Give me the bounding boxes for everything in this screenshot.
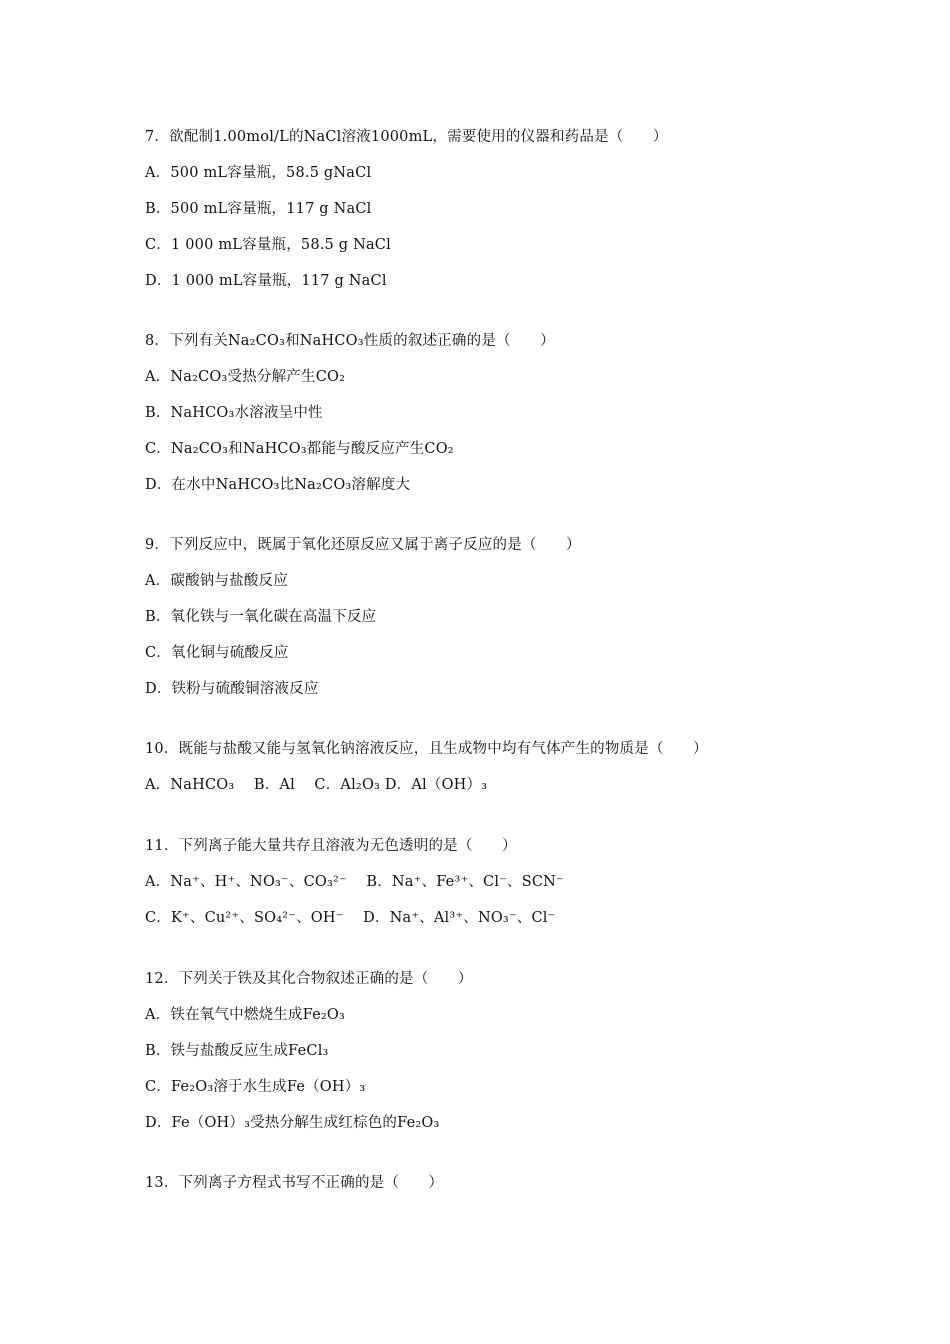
question-9-option-c: C．氧化铜与硫酸反应 — [145, 645, 289, 661]
question-7-option-c: C．1 000 mL容量瓶，58.5 g NaCl — [145, 237, 391, 253]
question-10-options: A．NaHCO₃ B．Al C．Al₂O₃ D．Al（OH）₃ — [145, 777, 488, 793]
question-12-option-d: D．Fe（OH）₃受热分解生成红棕色的Fe₂O₃ — [145, 1115, 440, 1131]
question-11-stem: 11．下列离子能大量共存且溶液为无色透明的是（ ） — [145, 838, 517, 854]
question-9-option-b: B．氧化铁与一氧化碳在高温下反应 — [145, 609, 377, 625]
question-8-option-a: A．Na₂CO₃受热分解产生CO₂ — [145, 369, 346, 385]
question-7-option-b: B．500 mL容量瓶，117 g NaCl — [145, 201, 372, 217]
question-7-stem: 7．欲配制1.00mol/L的NaCl溶液1000mL，需要使用的仪器和药品是（ ） — [145, 129, 668, 145]
question-9-option-d: D．铁粉与硫酸铜溶液反应 — [145, 681, 319, 697]
question-12-option-b: B．铁与盐酸反应生成FeCl₃ — [145, 1043, 329, 1059]
question-11-options-ab: A．Na⁺、H⁺、NO₃⁻、CO₃²⁻ B．Na⁺、Fe³⁺、Cl⁻、SCN⁻ — [145, 874, 564, 890]
question-9-stem: 9．下列反应中，既属于氧化还原反应又属于离子反应的是（ ） — [145, 537, 581, 553]
question-12-option-c: C．Fe₂O₃溶于水生成Fe（OH）₃ — [145, 1079, 366, 1095]
question-7-option-a: A．500 mL容量瓶，58.5 gNaCl — [145, 165, 372, 181]
question-8-option-d: D．在水中NaHCO₃比Na₂CO₃溶解度大 — [145, 477, 411, 493]
question-11-options-cd: C．K⁺、Cu²⁺、SO₄²⁻、OH⁻ D．Na⁺、Al³⁺、NO₃⁻、Cl⁻ — [145, 910, 556, 926]
question-12-stem: 12．下列关于铁及其化合物叙述正确的是（ ） — [145, 971, 473, 987]
question-8-option-c: C．Na₂CO₃和NaHCO₃都能与酸反应产生CO₂ — [145, 441, 454, 457]
question-8-stem: 8．下列有关Na₂CO₃和NaHCO₃性质的叙述正确的是（ ） — [145, 333, 555, 349]
question-9-option-a: A．碳酸钠与盐酸反应 — [145, 573, 288, 589]
question-13-stem: 13．下列离子方程式书写不正确的是（ ） — [145, 1175, 444, 1191]
question-10-stem: 10．既能与盐酸又能与氢氧化钠溶液反应，且生成物中均有气体产生的物质是（ ） — [145, 741, 708, 757]
question-7-option-d: D．1 000 mL容量瓶，117 g NaCl — [145, 273, 387, 289]
question-8-option-b: B．NaHCO₃水溶液呈中性 — [145, 405, 323, 421]
question-12-option-a: A．铁在氧气中燃烧生成Fe₂O₃ — [145, 1007, 346, 1023]
